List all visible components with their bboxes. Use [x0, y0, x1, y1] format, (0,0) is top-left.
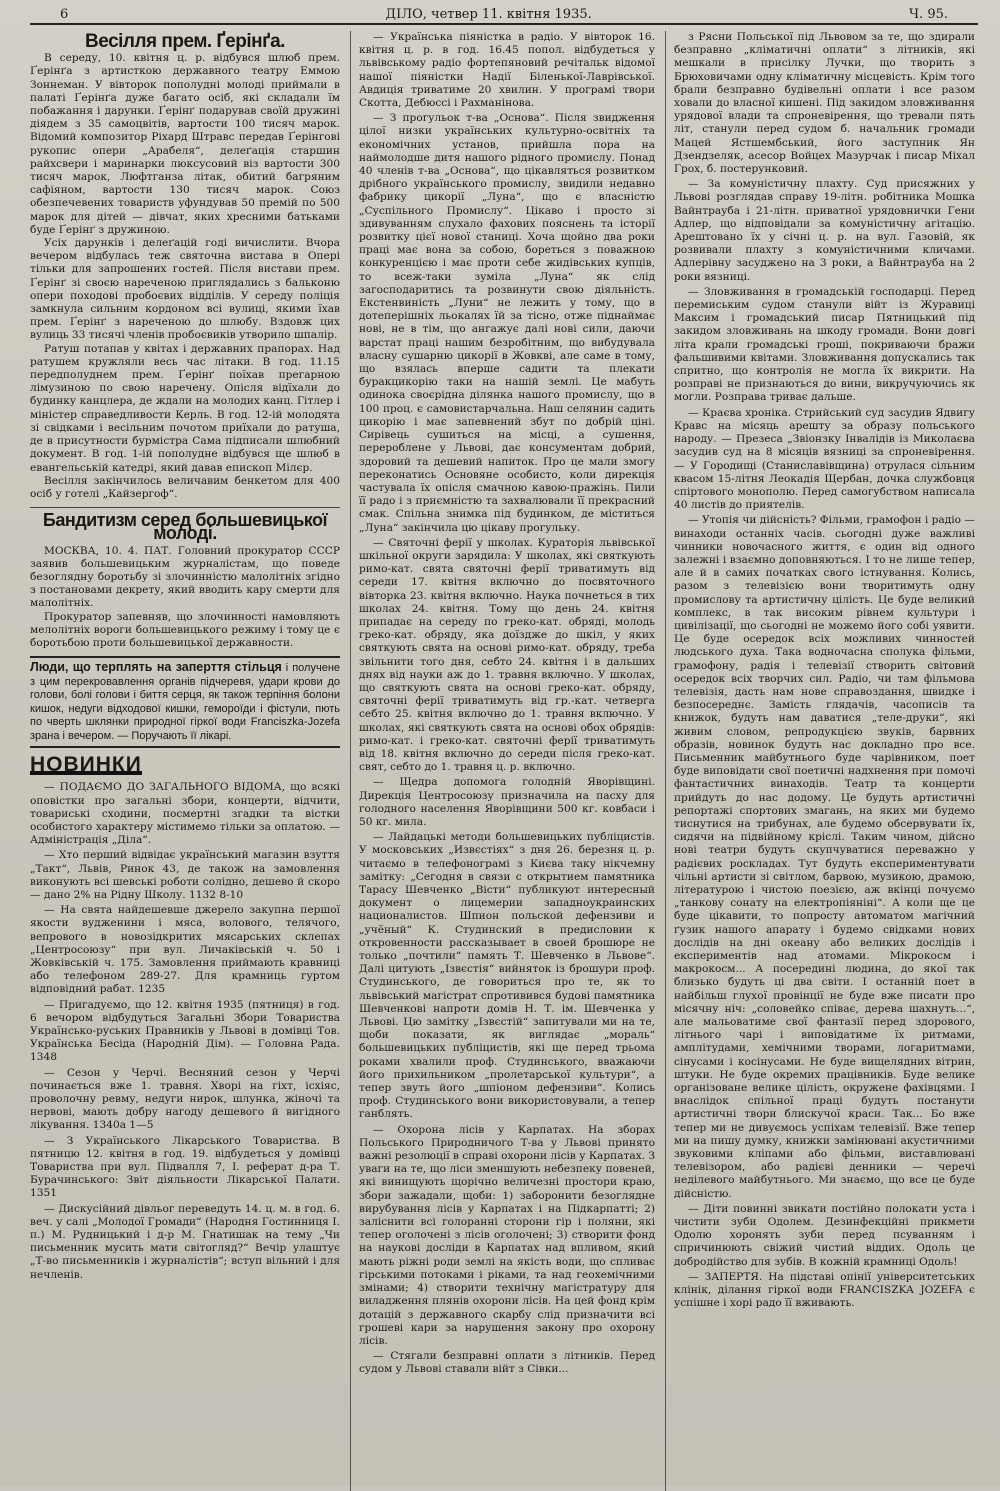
news-item: — Охорона лісів у Карпатах. На зборах Польського Природничого Т-ва у Львові принято важні резолюції в справі охорони лісів у Карпатах. З уваги на те, що ліси зменшують небезпеку повеней, які винищують щорічно величезні простори краю, збори зажадали, щоби: 1) заборонити безоглядне вирубування лісів у Карпатах і на Підкарпатті; 2) заліснити всі голоранні сторони гір і поляни, які тепер оголочені з лісів оголочені; 3) створити фонд на наукові досліди в Карпатах над впливом, який мають ріжні роди землі на якість води, що спливає гірськими потоками і ріками, та над геохемічними змінами; 4) створити технічну магістратуру для виладження плянів охорони лісів. На цей фонд крім дотацій з державного скарбу слід призначити всі грошеві кари за нарушення закону про охорону лісів. — [359, 1123, 655, 1347]
news-item: — Лайдацькі методи большевицьких публіцистів. У московських „Извєстіях“ з дня 26. березня ц. р. читаємо в телефонограмі з Києва таку нікчемну замітку: „Сегодня в связи с открытием памятника Тарасу Шевченко „Вісти“ публикуют интересный документ о лицемерии западноукраинских националистов. Шпион польской дефензиви и „учёный“ К. Студинский в предисловии к откровенности рассказывает в своей брошюре не только „почтили“ память Т. Шевченко в Львове“. Далі цитують „Ізвєстія“ вийняток із брошури проф. Студинського, де говориться про те, як то львівський магістрат спротивився будові памятника Шевченкові напроти домів Н. Т. ім. Шевченка у Львові. Цю замітку „Ізвєстій“ запитували ми на те, щоби показати, як виглядає „мораль“ большевицьких публіцистів, які ще перед трьома роками хвалили проф. Студинського, вважаючи його прихильником „пролетарської культури“, а тепер звуть його „шпіоном дефензиви“. Колись проф. Студинського вони використовували, а тепер ганблять. — [359, 831, 655, 1121]
news-item: — З прогульок т-ва „Основа“. Після звидження цілої низки українських культурно-освітніх та економічних установ, прийшла пора на наймолодше дитя нашого рідного промислу. Понад 40 членів т-ва „Основа“, що цікавляться розвитком дрібного українського промислу, звидили недавно фабрику цикорії „Луна“, що є власністю „Суспільного Промислу“. Цікаво і просто зі здивуванням слухало фахових пояснень та історії розвитку цієї нової станиці. Хоча щойно два роки праці має вона за собою, бореться з поважною конкуренцією і має проти себе жидівських купців, то всеж-таки зуміла „Луна“ як слід загосподаритись та розвинути свою діяльність. Екстенвиність „Луни“ не лежить у тому, що в дотеперішніх льокалях їй за тісно, отже піднаймає нові, не в тім, що ангажує далі нові сили, даючи варстат праці нашим безробітним, що вибудувала власну сушарню цикорії в Жовкві, але саме в тому, що взялась вперше садити та плекати буракцикорію таки на нашій землі. Це мабуть одинока своєрідна ділянка нашого промислу, що в 100 проц. є самовистарчальна. Наш селянин садить цикорію і має запевнений збут по добрій ціні. Сирівець сушиться на місці, а сушення, перероблене у Львові, дає консументам добрий, здоровий та дешевий напиток. Про це мали змогу переконатись Основяне особисто, коли дирекція частувала їх опісля смачною кавою-пражінь. Пили її радо і з приємністю та захвалювали її прекрасний смак. Спільна знимка під будинком, де міститься „Луна“ закінчила цю цікаву прогульку. — [359, 112, 655, 534]
column-3 — [665, 31, 975, 1491]
news-item: — З Українського Лікарського Товариства. В пятницю 12. квітня в год. 19. відбудеться у домівці Товариства при вул. Підвалля 7, І. реферат д-ра Т. Бурачинського: Звіт діяльности Лікарської Палати. 1351 — [30, 1134, 340, 1200]
advertisement-constipation — [30, 656, 340, 748]
news-item: — Зловживання в громадській господарці. Перед перемиським судом станули війт із Журавиці Максим і громадський писар Пятницький під закидом зловживань на шкоду громади. Вони довгі літа крали громадські гроші, покриваючи бражи фальшивими квітами. Зловживання допускались так спритно, що контролія не могла їх викрити. На розправі не признаються до вини, викручуючись як могли. Розправа триває дальше. — [674, 285, 975, 404]
news-item: — ЗАПЕРТЯ. На підставі опінії університетських клінік, ділання гіркої води FRANCISZKA JOZEFA є успішне і хорі радо її вживають. — [674, 1270, 975, 1310]
issue-number: Ч. 95. — [909, 7, 948, 22]
wedding-paragraph: Весілля закінчилось величавим бенкетом для 400 осіб у готелі „Кайзергоф“. — [30, 474, 340, 500]
news-item: — Утопія чи дійсність? Фільми, грамофон і радіо — винаходи останніх часів. сьогодні дуже важливі чинники новочасного життя, є один від одного залежні і взаємно доповняються. І то не лише тепер, але й в самих початках свого істнування. Колись, разом з телевізією вони творитимуть одну промислову та артистичну цілість. Це буде великий комплекс, в так високим рівнем культури і цивілізації, що сьогодні не можемо його собі уявити. Це буде осередок всіх можливих чинностей людського духа. Така водночасна сполука фільми, грамофону, радія і телевізії створить світовий осередок всіх творчих сил. Радіо, чи там фільмова телевізія, дасть нам нове справоздання, швидке і безпосереднє. Замість глядачів, часописів та книжок, будуть нам даватися „теле-друки“, які живим словом, репродукцією звуків, барвних образів, новинок будуть нас докладно про все. Письменник майбутнього буде чарівником, поет буде виповідати свої поетичні надхнення при помочі фантастичних винаходів. Театр та концерти прийдуть до нас додому. Це будуть артистичні репортажі спортових змагань, на яких ми будемо тиснутися на трибунах, але будемо обсервувати їх, сидячи на підвійному кріслі. Таким чином, дійсно нові театри будуть скупчуватися переважно у радієвих роскладах. Тут будуть експериментувати чільні артисти зі світлом, барвою, музикою, драмою, літературою і чистою поезією, аж вкінці почуємо „танкову сонату на електропіяніні“. А коли ще це буде цікавити, то попросту автоматом магічний ґузик нашого апарату і будемо свідками нових дослідів на дні океану або великих дослідів і експериментів над атомами. Мікрокосм і макрокосм... А посередині людина, до якої так близько будуть ці два світи. І останній поет в найбільш глухої провінції не буде вже писати про місячну ніч: „соловейко співає, дерева шахнуть...“, але мальоватиме свої фантазії перед здорового, літнього чарі і виповідатиме їх ритмами, амплітудами, хемічними творами, логаритмами, сінусами і косінусами. Не буде вищелядних вітрин, штуки. Не буде окремих працівників. Буде велике організоване велике цілість, окружене фахівцями. І внаслідок спільної праці будуть постанути артистичні твори блискучої краси. Так... Бо вже тепер ми не дивуємось успіхам телевізії. Вже тепер ми на пишу думку, книжки замінювані акустичними звуковими кліпами або фільми, виставлювані телевізором, або радієві денники — черечі неділевого майбутнього. Ми знаємо, що все це буде дійсністю. — [674, 514, 975, 1200]
news-item: — Дискусійний дівльог переведуть 14. ц. м. в год. 6. веч. у салі „Молодої Громади“ (Народня Гостинниця І. п.) М. Рудницький і д-р М. Гнатишак на тему „Чи письменник мусить мати світогляд?“ Вечір улаштує „Т-во письменників і журналістів“; вступ вільний і для нечленів. — [30, 1202, 340, 1281]
wedding-paragraph: В середу, 10. квітня ц. р. відбувся шлюб прем. Ґерінґа з артисткою державного театру Еммою Зоннеман. У вівторок пополудні молоді приймали в палаті Ґерінґа дуже багато осіб, які складали їм побажання і дарунки. Ґерінґ подарував своїй дружині діядем з 35 самоцвітів, вартости 100 тисяч марок. Відомий композитор Ріхард Штравс передав Ґерінгові рукопис опери „Арабеля“, делеґація старшин райхсвери і маринарки люксусовий віз вартости 300 тисяч марок, Люфтганза літак, обитий багряним сафіяном, вартости 130 тисяч марок. Союз обезпечевених товариств уфундував 50 премій по 500 марок для дітей — дівчат, яких хресними батьками буде Ґерінґ з дружиною. — [30, 52, 340, 236]
news-item: — На свята найдешевше джерело закупна першої якости вудженини і мяса, волового, телячого, вепрового в новозідкритих мясарських склепах „Центросоюзу“ при вул. Личаківській ч. 50 і Жовківській ч. 175. Замовлення приймають кравниці або телефоном 289-27. Для крамниць гуртом відповідний рабат. 1235 — [30, 904, 340, 996]
masthead-date: ДІЛО, четвер 11. квітня 1935. — [385, 7, 592, 22]
news-item: — Діти повинні звикати постійно полокати уста і чистити зуби Одолем. Дезинфекційні прикмети Одолю хоронять зуби перед псуванням і спричинюють свіжий чистий віддих. Одоль це добродійство для зубів. В кожній крамниці Одоль! — [674, 1202, 975, 1268]
news-item: — ПОДАЄМО ДО ЗАГАЛЬНОГО ВІДОМА, що всякі оповістки про загальні збори, концерти, відчити, товариські сходини, посмертні згадки та вістки особистого характеру містимемо тільки за оплатою. — Адміністрація „Діла“. — [30, 781, 340, 847]
news-item: — За комуністичну плахту. Суд присяжних у Львові розглядав справу 19-літн. робітника Мошка Вайнтрауба і 21-літн. приватної урядовнички Гени Адлер, що відповідали за комуністичну агітацію. Арештовано їх у січні ц. р. на вул. Газовій, як розвивали плахту з комуністичними кличами. Адлерівну засуджено на 3 роки, а Вайнтрауба на 2 роки вязниці. — [674, 178, 975, 283]
banditism-paragraph: Прокуратор запевняв, що злочинності намовляють мелолітніх вороги большевицького режиму і тому це є боротьбою проти большевицької державности. — [30, 610, 340, 649]
ad-headline: Люди, що терплять на заперття стільця — [30, 660, 282, 675]
section-title-novynky: НОВИНКИ — [30, 753, 142, 777]
article-title-banditism: Бандитизм серед большевицької молоді. — [42, 510, 328, 544]
article-title-wedding: Весілля прем. Ґерінґа. — [85, 31, 285, 52]
page-header — [30, 4, 978, 25]
banditism-paragraph: МОСКВА, 10. 4. ПАТ. Головний прокуратор СССР заявив большевицьким журналістам, що поведе безоглядну боротьбу зі злочинністю малолітніх згідно з постановами декрету, який вводить кару смерти для малолітніх. — [30, 544, 340, 610]
news-item: — Щедра допомога голодній Яворівщині. Дирекція Центросоюзу призначила на пасху для голодного населення Яворівщини 500 кг. ковбаси і 50 кг. мила. — [359, 776, 655, 828]
column-1 — [30, 31, 340, 1491]
page-number: 6 — [60, 7, 69, 22]
news-item: — Українська піяністка в радіо. У вівторок 16. квітня ц. р. в год. 16.45 попол. відбудеться у львівському радіо фортепяновий речітальк відомої нашої піяністки Надії Біленької-Лаврівської. Авдиція триватиме 20 хвилин. У програмі твори Скотта, Дебюссі і Рахманінова. — [359, 31, 655, 110]
news-item: — Стягали безправні оплати з літників. Перед судом у Львові ставали війт з Сівки... — [359, 1350, 655, 1376]
news-item: — Краєва хроніка. Стрийський суд засудив Ядвигу Кравс на місяць арешту за образу польського народу. — Презеса „Звіонзку Інвалідів із Миколаєва засудив суд на 8 місяців вязниці за спроневірення. — У Городищі (Станиславівщина) отрулася сільним квасом 15-літня Леокадія Щербан, дочка службовця спіртового монополю. Перед самогубством написала 40 листів до приятелів. — [674, 406, 975, 512]
news-item: з Рясни Польської під Львовом за те, що здирали безправно „кліматичні оплати“ з літників, які мешкали в присілку Лучки, що творить з Брюховичами одну кліматичну місцевість. Крім того брали безправно будівельні оплати і все разом ховали до власної кишені. Під закидом зловживання урядової влади та спроневірення, що тревали пять літ, станули перед судом б. начальник громади Мацей Ястшембський, його заступник Ян Дзендзеляк, асесор Войцех Мазурчак і писар Міхал Грох, б. постерунковий. — [674, 31, 975, 176]
wedding-paragraph: Усіх дарунків і делеґацій годі вичислити. Вчора вечером відбулась теж святочна вистава в Опері тільки для запрошених гостей. Після вистави прем. Ґерінґ зі своєю нареченою приглядались з бальконю опери походові пробоєвих відділів. У середу поліція замкнула сильним кордоном всі вулиці, якими їхав прем. Ґерінґ з нареченою до шлюбу. Вздовж цих вулиць 33 тисячі членів пробоєвиків утворило шпалір. — [30, 237, 340, 342]
ad-body: і получене з цим перекровавлення органів підчеревя, удари крови до голови, болі голови і биття серця, як також терпіння болони кишок, недуги відходової кишки, гемороїди і фістули, пють по чверть шклянки природної гіркої води Franciszka-Jozefa зрана і вечером. — Поручають її лікарі. — [30, 662, 340, 742]
divider — [30, 507, 340, 508]
news-item: — Пригадуємо, що 12. квітня 1935 (пятниця) в год. 6 вечором відбудуться Загальні Збори Товариства Українсько-руських Правників у Львові в домівці Тов. Українська Бесіда (Народній Дім). — Головна Рада. 1348 — [30, 998, 340, 1064]
news-item: — Хто перший відвідає український магазин взуття „Такт“, Львів, Ринок 43, де також на замовлення виконують всі шевські роботи солідно, дешево й скоро — дано 2% на Рідну Школу. 1132 8-10 — [30, 849, 340, 901]
column-2 — [350, 31, 655, 1491]
news-item: — Святочні ферії у школах. Кураторія львівської шкільної округи зарядила: У школах, які святкують римо-кат. свята святочні ферії триватимуть від середи 17. квітня включно до посвяточного вівторка 23. квітня включно. Наука почнеться в тих школах 24. квітня. Тому що день 24. квітня припадає на середу по греко-кат. обряді, молодь греко-кат. обряду, яка доїздже до шкіл, у яких святкують свята на основі римо-кат. обряду, треба звільнити того дня, себто 24. квітня і в дальших днях від науки аж до 1. травня включно. У школах, що святкують свята на основі греко-кат. обряду, святочні ферії триватимуть від гр.-кат. четверга себто 25. квітня включно до 1. травня включно. У школах, які святкують свята на основі обох обрядів: римо-кат. і греко-кат. святочні ферії триватимуть від 18. квітня включно до середи після греко-кат. свят, себто до 1. травня ц. р. включно. — [359, 536, 655, 774]
news-item: — Сезон у Черчі. Весняний сезон у Черчі починається вже 1. травня. Хворі на гіхт, ісхіяс, проволочну ревму, недуги нирок, шлунка, жіночі та нервові, мають добру нагоду дешевого й вигідного лікування. 1340а 1—5 — [30, 1066, 340, 1132]
wedding-paragraph: Ратуш потапав у квітах і державних прапорах. Над ратушем кружляли весь час літаки. В год. 11.15 передполуднем прем. Ґерінґ поїхав прегарною лімузиною по свою наречену. Опісля відїхали до будинку канцлера, де ждали на молодих канц. Гітлер і міністер справедливости Керль. В год. 12-ій молодята зі свідками і весільним почотом приїхали до ратуша, де в присутности бурмістра Сама підписали шлюбний документ. В год. 1-ій пополудне відбувся ще шлюб в евангельській катедрі, який давав епископ Мілєр. — [30, 342, 340, 474]
